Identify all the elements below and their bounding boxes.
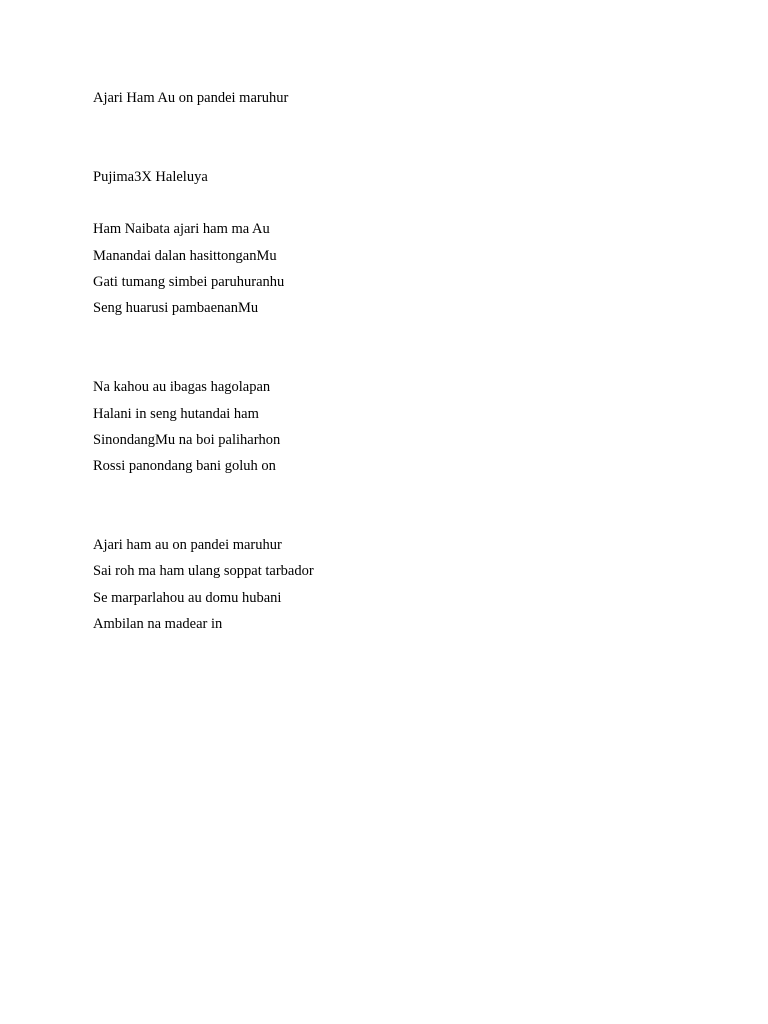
document-body [93,85,693,637]
stanza-line: Ajari ham au on pandei maruhur [93,537,282,554]
stanza-line: Sai roh ma ham ulang soppat tarbador [93,563,314,580]
stanza-line: Ham Naibata ajari ham ma Au [93,221,270,238]
blank-line [93,348,693,374]
blank-line [93,479,693,505]
stanza-line: Na kahou au ibagas hagolapan [93,379,271,396]
stanza-line: SinondangMu na boi paliharhon [93,431,281,448]
stanza-line: Se marparlahou au domu hubani [93,589,282,606]
stanza-line: Ambilan na madear in [93,615,223,632]
stanza-line: Rossi panondang bani goluh on [93,458,276,475]
stanza-line: Gati tumang simbei paruhuranhu [93,274,285,291]
blank-line [93,322,693,348]
blank-line [93,190,693,216]
document-title: Ajari Ham Au on pandei maruhur [93,90,289,106]
stanza-1 [93,216,693,321]
stanza-2 [93,374,693,479]
blank-line [93,111,693,137]
refrain-line: Pujima3X Haleluya [93,168,208,185]
stanza-line: Halani in seng hutandai ham [93,405,259,422]
blank-line [93,506,693,532]
stanza-line: Manandai dalan hasittonganMu [93,247,277,264]
stanza-line: Seng huarusi pambaenanMu [93,300,259,317]
blank-line [93,138,693,164]
stanza-3 [93,532,693,637]
